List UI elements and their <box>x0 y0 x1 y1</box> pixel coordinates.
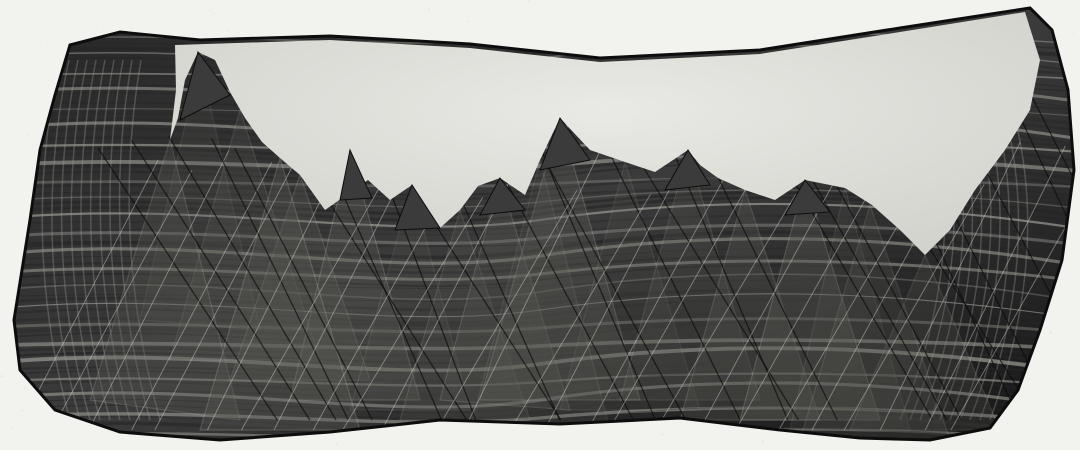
grain-dot <box>645 45 646 46</box>
grain-dot <box>227 29 229 31</box>
grain-dot <box>184 34 185 35</box>
grain-dot <box>466 20 468 22</box>
grain-dot <box>1050 332 1052 334</box>
grain-dot <box>21 410 23 412</box>
grain-dot <box>1074 16 1075 17</box>
grain-dot <box>503 0 504 1</box>
grain-dot <box>95 25 97 27</box>
grain-dot <box>131 29 132 30</box>
grain-dot <box>1 375 3 377</box>
grain-dot <box>1075 243 1076 244</box>
grain-dot <box>11 428 13 430</box>
grain-dot <box>444 35 445 36</box>
grain-dot <box>1073 33 1074 34</box>
grain-dot <box>1 277 2 278</box>
grain-dot <box>12 446 13 447</box>
grain-dot <box>47 41 49 43</box>
grain-dot <box>1024 429 1025 430</box>
grain-dot <box>994 0 995 1</box>
grain-dot <box>23 387 25 389</box>
grain-dot <box>895 19 896 20</box>
grain-dot <box>713 45 714 46</box>
grain-dot <box>210 10 212 12</box>
grain-dot <box>339 2 340 3</box>
grain-dot <box>27 134 29 136</box>
grain-dot <box>336 442 338 444</box>
grain-dot <box>84 448 85 449</box>
grain-dot <box>527 0 529 2</box>
grain-dot <box>11 111 12 112</box>
grain-dot <box>0 414 1 415</box>
grain-dot <box>213 13 215 15</box>
grain-dot <box>13 178 14 179</box>
grain-dot <box>626 435 627 436</box>
grain-dot <box>41 442 43 444</box>
grain-dot <box>661 433 663 435</box>
grain-dot <box>762 440 764 442</box>
grain-dot <box>428 9 430 11</box>
grain-dot <box>653 425 654 426</box>
agate-band <box>0 441 1080 450</box>
grain-dot <box>166 23 168 25</box>
grain-dot <box>40 61 41 62</box>
